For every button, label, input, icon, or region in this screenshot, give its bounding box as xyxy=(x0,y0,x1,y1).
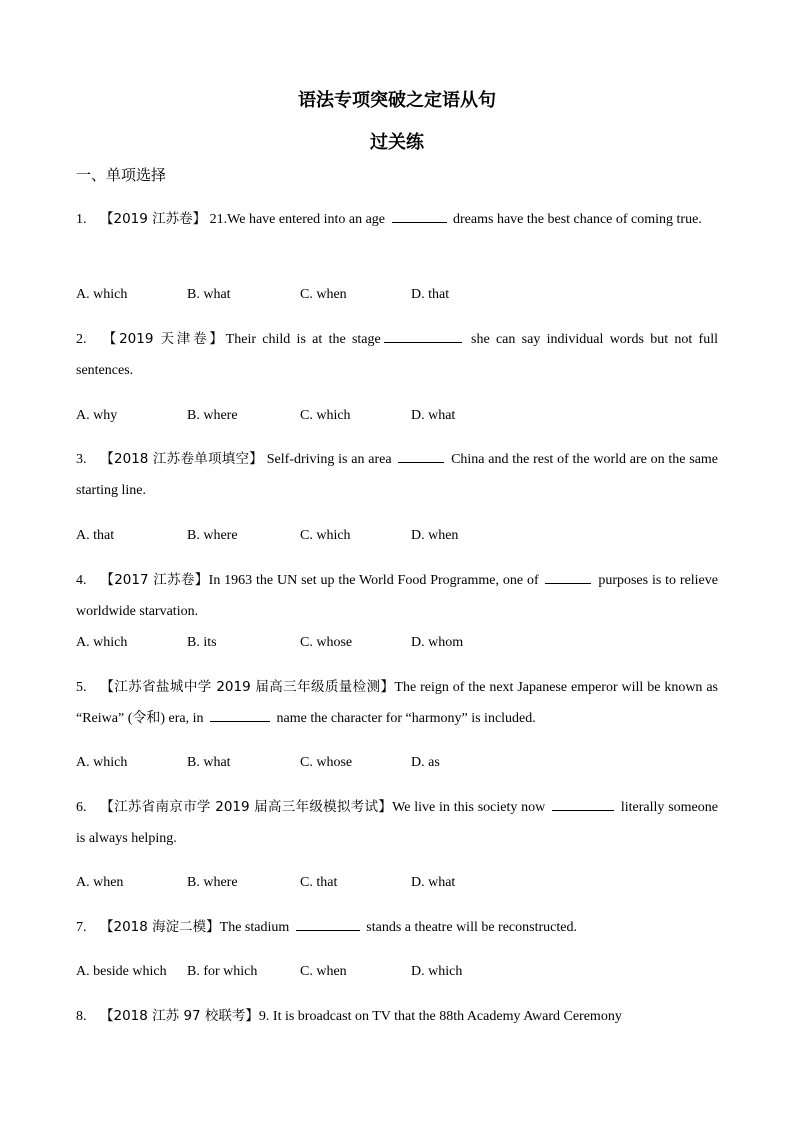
question-source: 【2018 江苏 97 校联考】 xyxy=(100,1008,259,1024)
question-text: dreams have the best chance of coming true. xyxy=(449,212,702,227)
option-d: D. as xyxy=(411,755,440,770)
section-heading: 一、单项选择 xyxy=(76,166,167,184)
option-b: B. for which xyxy=(187,964,258,979)
option-b: B. its xyxy=(187,635,217,650)
question-7 xyxy=(76,912,718,943)
option-a: A. which xyxy=(76,635,128,650)
option-d: D. whom xyxy=(411,635,464,650)
option-a: A. when xyxy=(76,875,124,890)
question-text: We live in this society now xyxy=(392,800,550,815)
option-d: D. when xyxy=(411,528,459,543)
option-c: C. whose xyxy=(300,635,353,650)
question-text: 21.We have entered into an age xyxy=(206,212,389,227)
option-c: C. when xyxy=(300,287,347,302)
question-number: 5. xyxy=(76,680,87,695)
option-c: C. whose xyxy=(300,755,353,770)
question-source: 【2018 海淀二模】 xyxy=(100,919,220,935)
answer-blank xyxy=(210,707,270,722)
option-d: D. which xyxy=(411,964,463,979)
document-title: 语法专项突破之定语从句 xyxy=(298,90,496,111)
question-3 xyxy=(76,444,718,506)
question-6 xyxy=(76,792,718,854)
question-source: 【江苏省南京市学 2019 届高三年级模拟考试】 xyxy=(100,799,393,815)
options-5 xyxy=(76,753,718,773)
option-b: B. where xyxy=(187,408,238,423)
option-d: D. what xyxy=(411,408,456,423)
question-text: Self-driving is an area xyxy=(263,452,396,467)
question-source: 【江苏省盐城中学 2019 届高三年级质量检测】 xyxy=(100,679,395,695)
question-1 xyxy=(76,204,718,235)
question-source: 【2017 江苏卷】 xyxy=(100,572,209,588)
answer-blank xyxy=(384,328,462,343)
answer-blank xyxy=(392,208,447,223)
option-b: B. where xyxy=(187,875,238,890)
question-text: she can say individual words but not full sentences. xyxy=(76,332,719,378)
question-text: 9. It is broadcast on TV that the 88th Academy Award Ceremony xyxy=(258,1009,622,1024)
options-2 xyxy=(76,406,718,426)
question-number: 7. xyxy=(76,920,87,935)
options-7 xyxy=(76,962,718,982)
question-number: 2. xyxy=(76,332,87,347)
question-text: The reign of the next Japanese emperor will be known as “Reiwa” (令和) era, in xyxy=(76,680,718,726)
answer-blank xyxy=(296,916,360,931)
answer-blank xyxy=(398,448,444,463)
question-text: China and the rest of the world are on the same starting line. xyxy=(76,452,719,498)
option-a: A. which xyxy=(76,755,128,770)
option-a: A. which xyxy=(76,287,128,302)
question-5 xyxy=(76,672,718,734)
question-source: 【2018 江苏卷单项填空】 xyxy=(100,451,263,467)
question-text: name the character for “harmony” is included. xyxy=(273,711,536,726)
option-c: C. that xyxy=(300,875,338,890)
question-text: literally someone is always helping. xyxy=(76,800,718,846)
option-c: C. which xyxy=(300,528,351,543)
question-number: 3. xyxy=(76,452,87,467)
option-d: D. what xyxy=(411,875,456,890)
question-text: Their child is at the stage xyxy=(225,332,381,347)
question-number: 4. xyxy=(76,573,87,588)
question-2 xyxy=(76,324,718,386)
question-source: 【2019 天津卷】 xyxy=(100,331,226,347)
answer-blank xyxy=(545,569,591,584)
option-d: D. that xyxy=(411,287,450,302)
options-1 xyxy=(76,285,718,305)
answer-blank xyxy=(552,796,614,811)
option-a: A. beside which xyxy=(76,964,167,979)
options-4 xyxy=(76,633,718,653)
option-c: C. which xyxy=(300,408,351,423)
document-subtitle: 过关练 xyxy=(370,132,424,153)
options-6 xyxy=(76,873,718,893)
question-number: 6. xyxy=(76,800,87,815)
question-text: The stadium xyxy=(219,920,293,935)
option-a: A. why xyxy=(76,408,118,423)
option-a: A. that xyxy=(76,528,115,543)
question-source: 【2019 江苏卷】 xyxy=(100,211,207,227)
option-b: B. what xyxy=(187,755,231,770)
question-number: 1. xyxy=(76,212,87,227)
option-b: B. what xyxy=(187,287,231,302)
question-number: 8. xyxy=(76,1009,87,1024)
option-c: C. when xyxy=(300,964,347,979)
question-text: stands a theatre will be reconstructed. xyxy=(362,920,577,935)
options-3 xyxy=(76,526,718,546)
option-b: B. where xyxy=(187,528,238,543)
question-text: In 1963 the UN set up the World Food Programme, one of xyxy=(208,573,543,588)
question-8 xyxy=(76,1001,718,1032)
question-4 xyxy=(76,565,718,627)
question-text: purposes is to relieve worldwide starvation. xyxy=(76,573,718,619)
